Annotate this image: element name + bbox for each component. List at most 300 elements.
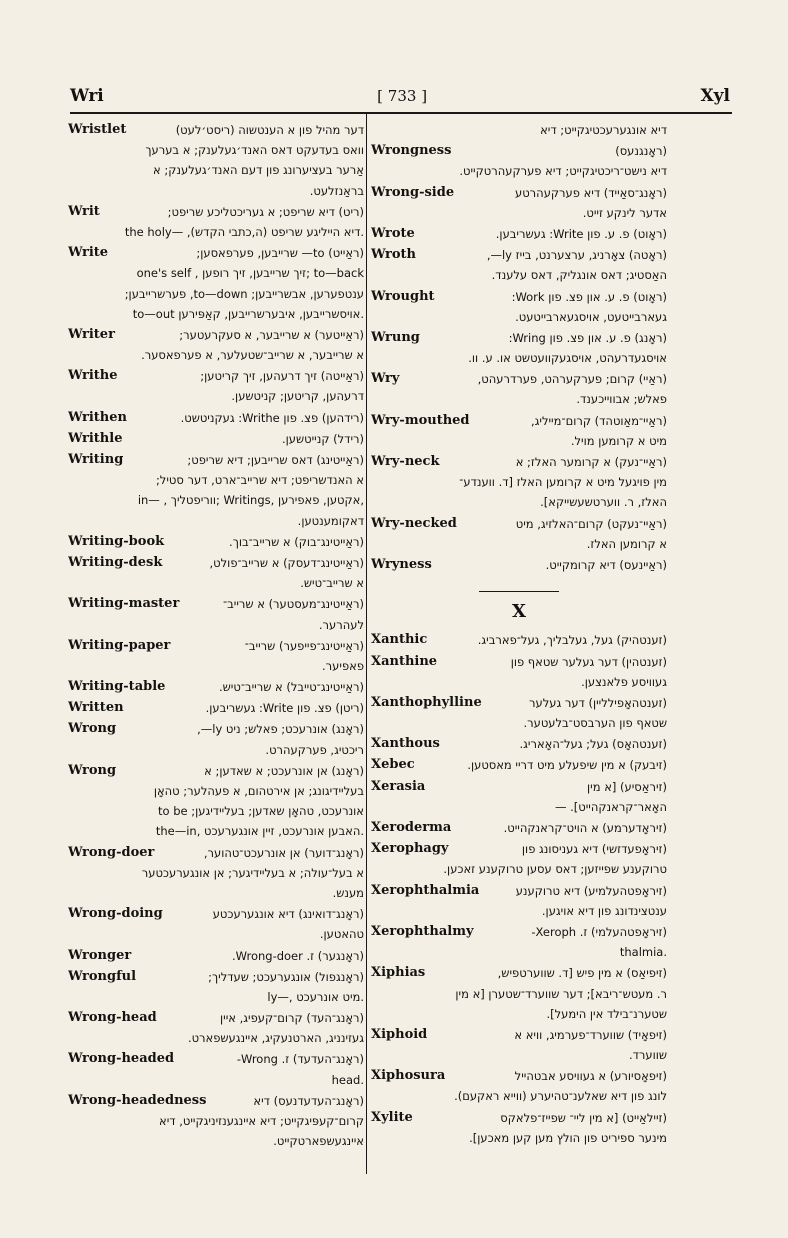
dictionary-entry [371,141,667,181]
definition-text: (ראַיינעס) דיא קרומקייט. [545,557,667,572]
definition-text: (ראָנג־סאַייד) דיא פערקעהרטע [515,185,667,200]
headword: Wryness [371,556,432,572]
headword: Xerophagy [371,841,449,857]
entry-line [371,203,667,223]
definition-text: (ראָוט) פ. ע. פון Write: געשריבען. [495,226,667,241]
definition-text: (רידהען) פצ. פון Writhe: געקניטשט. [180,410,364,425]
headword: Wrung [371,329,420,345]
definition-text: (זיפאָסיורע) א געוויסע אבטהייל [514,1069,667,1084]
entry-line [371,652,667,672]
entry-line [68,1049,364,1069]
entry-line [371,1108,667,1128]
dictionary-entry [371,839,667,879]
headword: Writing-paper [68,637,171,653]
entry-line [68,284,364,304]
headword: Wrongness [371,143,452,159]
dictionary-entry [68,532,364,552]
headword: Wronger [68,947,132,963]
definition-text: שטאף פון הערבסט־בלעטער. [523,716,667,731]
headword: Wrong-head [68,1010,157,1026]
section-rule [479,591,559,592]
entry-line [68,801,364,821]
headword: Writing-book [68,533,165,549]
entry-line [68,450,364,470]
entry-line [371,348,667,368]
headword: Xiphoid [371,1026,428,1042]
entry-line [371,161,667,181]
dictionary-entry [68,1008,364,1048]
entry-line [68,761,364,781]
entry-line [68,904,364,924]
dictionary-entry [371,734,667,754]
entry-line [371,942,667,962]
headword: Wrong [68,762,117,778]
definition-text: (זענטהיק) געל, געלבליך, געל־פארביג. [477,633,667,648]
dictionary-entry [371,224,667,244]
headword: Wrong [68,721,117,737]
headword: Writhen [68,409,127,425]
entry-line [371,472,667,492]
definition-text: דיא אונגערעכטיגקייט; דיא [540,123,667,137]
definition-text: א האנדשריפט; דיא שרייב־ארט, דער סטיל; [155,473,364,488]
entry-line [371,287,667,307]
definition-text: (ראַייטינג־בוק) א שרייב־בוך. [229,534,364,549]
entry-line [371,859,667,879]
dictionary-entry [68,946,364,966]
entry-line [68,366,364,386]
entry-line [68,924,364,944]
entry-line [371,839,667,859]
entry-line [68,263,364,283]
definition-text: א קרומען האלז. [586,536,667,551]
entry-line [68,1028,364,1048]
entry-line [371,307,667,327]
entry-line [68,946,364,966]
headword: Wrong-doer [68,844,155,860]
headword: Writhle [68,430,123,446]
definition-text: (זיראָפטהעלמיע) דיא טרוקענע [515,883,667,898]
definition-text: דיא נישט־ריכטיגקייט; דיא פערקעהרטקייט. [459,164,667,179]
definition-text: (ראַייטער) א שרייבער, א סעקרעטער; [179,327,364,342]
dictionary-entry [68,366,364,406]
dictionary-entry [371,881,667,921]
dictionary-entry [371,120,667,140]
headword: Wrongful [68,968,137,984]
definition-text: געארבייטעט, אויסגעארבייטעט. [515,309,667,324]
definition-text: (ראָנג) אונרעכט; פאלש; ניט ly—, [197,722,364,737]
dictionary-entry [371,818,667,838]
definition-text: האָאר־קראנקהייט]. — [554,799,667,814]
headword: Xiphias [371,965,426,981]
dictionary-entry [371,1108,667,1148]
definition-text: (ראַייט) to— שרייבען, פערפאסען; [196,246,364,261]
definition-text: ly—, מיט אונרעכט. [267,989,364,1004]
definition-text: (רידל) קנייטשען. [281,431,364,446]
entry-line [68,719,364,739]
definition-text: (ראָנגפול) אונגערעכט; שעדליך; [208,969,364,984]
headword: Written [68,700,124,716]
headword: Writ [68,203,100,219]
entry-line [68,1008,364,1028]
definition-text: (ראָנג־העד) קרום־קעפיג, איין [220,1011,364,1026]
entry-line [68,325,364,345]
headword: Writhe [68,368,118,384]
dictionary-entry [371,777,667,817]
entry-line [68,553,364,573]
headword: Writer [68,326,115,342]
entry-line [371,245,667,265]
definition-text: דרעהען, קריטען; קניטשען. [231,389,364,404]
definition-text: in— , ווריפטליך; Writings, אקטען, פאפירען, [137,493,364,508]
entry-line [371,1025,667,1045]
entry-line [68,386,364,406]
entry-line [371,1045,667,1065]
definition-text: (ראַייטינג) דאס שרייבען; דיא שריפט; [187,453,364,467]
definition-text: (זיראָדערמע) א הויט־קראנקהייט. [503,821,667,836]
definition-text: אונרעכט, טהאָן שאדען; בעליידיגען; to be [158,804,364,819]
definition-text: לונג פון דיא שאלענ־טהיערע (ווייא ראקעם). [454,1089,667,1104]
definition-text: (ראָנגנעס) [615,144,667,159]
dictionary-entry [371,1025,667,1065]
definition-text: (ראַיי־נעק) א קרומער האלז; א [515,455,667,469]
entry-line [371,328,667,348]
definition-text: אַרער בעציערונג פון דעם האנד׳געלענק; א [153,163,364,178]
entry-line [371,1004,667,1024]
dictionary-entry [371,514,667,554]
headword: Wry-neck [371,454,440,469]
definition-text: (ראָטה) צאָרניג, ערצערנט, בייז ly—, [486,248,667,263]
entry-line [371,534,667,554]
definition-text: א שרייבער, א שרייב־שטעלער, א פערפאסער. [141,348,364,363]
entry-line [68,573,364,593]
dictionary-entry [68,325,364,365]
entry-line [68,656,364,676]
headword: Wry-necked [371,515,457,531]
entry-line [68,740,364,760]
entry-line [68,160,364,180]
headword: Xiphosura [371,1068,446,1084]
entry-line [68,863,364,883]
dictionary-entry [371,755,667,775]
entry-line [68,140,364,160]
left-column [68,120,364,1152]
dictionary-entry [371,245,667,285]
entry-line [371,777,667,797]
entry-line [68,120,364,140]
dictionary-entry [68,243,364,324]
entry-line [68,532,364,552]
definition-text: (ראָנג־דוער) אן אונרעכט־טהוער, [203,845,364,860]
headword: Xanthous [371,736,440,752]
entry-line [371,901,667,921]
headword: Xerophthalmy [371,923,474,939]
definition-text: (ראָנג־העדעד) ז. Wrong- [236,1052,364,1067]
headword: Xerasia [371,778,426,794]
definition-text: (ראַיי־מאַוטהד) קרום־מייליג, [530,413,667,428]
page-header [70,84,730,108]
headword: Wrong-side [371,184,455,200]
definition-text: (ראַייטינג־מעסטער) א שרייב־ [222,597,364,612]
dictionary-entry [68,761,364,842]
headword: Write [68,245,109,261]
entry-line [371,693,667,713]
definition-text: א בעל־עולה; א בעליידיגער; אן אונגערעכטער [141,865,364,880]
dictionary-entry [68,594,364,634]
definition-text: טהאטען. [319,927,364,942]
entry-line [371,492,667,512]
entry-line [68,429,364,449]
definition-text: האַסטיג; דאס אונגליק, דאס עלענד. [491,268,667,283]
entry-line [68,636,364,656]
entry-line [68,1070,364,1090]
entry-line [68,781,364,801]
definition-text: קרום־קעפּיגקייט; דיא איינגענזיניגקייט, דיא [159,1114,364,1128]
definition-text: מינער ספיריט פון הולץ מען קען מאכען]. [469,1130,667,1145]
entry-line [371,713,667,733]
entry-line [68,1131,364,1151]
headword: Writing-table [68,679,166,695]
dictionary-entry [68,636,364,676]
entry-line [371,818,667,838]
dictionary-entry [68,843,364,904]
definition-text: (ראַיי־נעקט) קרום־האלזיג, מיט [515,516,667,531]
entry-line [371,431,667,451]
definition-text: מיט א קרומען מויל. [570,433,667,448]
headword: Wrong-headedness [68,1092,207,1108]
definition-text: (ראָנג־דואינג) דיא אונגערעכטע [212,907,364,922]
definition-text: the—in, האבען אונרעכט, זיין אונגערעכט. [155,824,364,839]
entry-line [371,734,667,754]
definition-text: to—out אויסשרייבען, איבערשרייבען, קאַפּירען. [132,306,364,321]
headword: Writing-desk [68,554,163,570]
headword: Xanthic [371,632,428,648]
column-divider [366,114,367,1174]
left-guide-word: Wri [70,86,104,106]
dictionary-entry [371,922,667,962]
definition-text: (זיראָפטהעלמי) ז. Xeroph- [531,924,667,939]
entry-line [371,922,667,942]
entry-line [68,615,364,635]
entry-line [371,141,667,161]
definition-text: מענש. [332,885,364,900]
entry-line [68,511,364,531]
right-column [371,120,667,1149]
definition-text: one's self , זיך שרייבען, זיך רופען; to—back [136,266,364,281]
dictionary-entry [371,693,667,733]
entry-line [371,755,667,775]
definition-text: (זיפיאַס) א מין פיש [ד. שווערטפיש, [497,966,667,981]
definition-text: ריכטיג, פערקעהרט. [265,742,364,757]
definition-text: (זיפאָיד) שווערד־פערמיג, וויא א [514,1027,667,1042]
entry-line [68,821,364,841]
definition-text: (זענטהין) דער געלער שטאף פון [510,654,667,669]
dictionary-entry [68,719,364,759]
definition-text: בראַנזלעט. [309,183,364,198]
entry-line [371,265,667,285]
entry-line [68,345,364,365]
definition-text: (ראַיי) קרום; פערקערהט, פערדרעהט, [477,372,667,387]
dictionary-entry [371,555,667,575]
definition-text: לעהרער. [318,617,364,632]
dictionary-entry [371,287,667,327]
definition-text: (ראָנג־העדעדנעס) דיא [253,1093,364,1108]
definition-text: אויסגעדרעהט, אויסגעקוועטשט או. ע. וו. [468,351,667,366]
headword: Xanthophylline [371,694,482,710]
dictionary-entry [68,677,364,697]
entry-line [371,963,667,983]
entry-line [371,183,667,203]
section-letter: X [512,601,526,623]
entry-line [68,967,364,987]
definition-text: (ראַייטינג־טייבל) א שרייב־טיש. [218,680,364,695]
definition-text: head. [331,1072,364,1087]
headword: Xerophthalmia [371,882,480,898]
entry-line [68,1091,364,1111]
definition-text: (ריטן) פצ. פון Write: געשריבען. [205,701,364,716]
right-guide-word: Xyl [700,86,730,106]
dictionary-entry [68,904,364,944]
definition-text: (ראָנג) פ. ע. און פצ. פון Wring: [508,330,667,345]
headword: Xylite [371,1109,413,1125]
entry-line [68,677,364,697]
definition-text: (ראַייטה) זיך דרעהען, זיך קריטען; [200,369,364,384]
entry-line [68,698,364,718]
entry-line [371,797,667,817]
definition-text: אדער לינקע זייט. [582,205,667,220]
definition-text: געזינניג, הארטנעקיג, איינגעשפארט. [187,1031,364,1046]
headword: Writing-master [68,596,180,612]
entry-line [371,224,667,244]
entry-line [68,304,364,324]
dictionary-entry [68,553,364,593]
headword: Wrought [371,288,435,304]
definition-text: (זיראַסיע) [א מין [587,779,667,794]
entry-line [68,987,364,1007]
definition-text: שטערנ־בילד אין הימעל]. [546,1006,667,1021]
dictionary-entry [371,369,667,409]
headword: Xebec [371,757,415,773]
entry-line [371,1128,667,1148]
dictionary-entry [371,328,667,368]
entry-line [371,672,667,692]
headword: Wrote [371,225,415,241]
definition-text: געוויסע פלאנצען. [581,674,667,689]
dictionary-entry [371,1066,667,1106]
headword: Wroth [371,247,416,263]
dictionary-entry [68,1049,364,1089]
entry-line [68,243,364,263]
dictionary-entry [68,1091,364,1152]
right-column-w-entries [371,120,667,575]
header-rule [70,112,732,114]
entry-line [68,883,364,903]
entry-line [371,120,667,140]
definition-text: פאפיער. [322,658,364,673]
dictionary-entry [68,450,364,531]
definition-text: (זיבעק) א מין שיפעלע מיט דריי מאסטען. [467,758,667,773]
dictionary-entry [68,120,364,201]
definition-text: א שרייב־טיש. [300,576,364,591]
entry-line [68,470,364,490]
entry-line [68,222,364,242]
entry-line [68,181,364,201]
dictionary-entry [371,652,667,692]
definition-text: בעליידיגונג; אן אירטהום, א פעהלער; טהאָן [153,784,364,798]
dictionary-entry [371,963,667,1024]
definition-text: ר. מעטש־ריבא]; דער שווערד־שטערן [א מין [455,986,667,1001]
dictionary-entry [68,967,364,1007]
page-number: [ 733 ] [377,87,428,105]
definition-text: ענטצינדונג פון דיא אויגען. [541,903,667,918]
headword: Wrong-doing [68,906,163,922]
definition-text: דאקומענטען. [297,513,364,528]
definition-text: (זענטהאָפילליין) דער געלער [529,695,667,710]
entry-line [68,408,364,428]
definition-text: (ריט) דיא שריפט; א געריכטליכע שריפט; [167,204,364,219]
dictionary-entry [68,202,364,242]
definition-text: (ראַייטינג־דעסק) א שרייב־פולט, [209,555,364,570]
definition-text: וואס בעדעקט דאס האנד׳געלענק; א בערעך [145,143,364,158]
entry-line [371,555,667,575]
definition-text: thalmia. [619,945,667,960]
entry-line [371,369,667,389]
entry-line [68,594,364,614]
entry-line [68,490,364,510]
definition-text: מין פויגעל מיט א קרומען האלז [ד. ווענדע־ [459,475,667,490]
entry-line [371,984,667,1004]
entry-line [68,843,364,863]
entry-line [371,452,667,472]
dictionary-entry [371,411,667,451]
dictionary-entry [68,429,364,449]
entry-line [371,1066,667,1086]
dictionary-entry [68,698,364,718]
definition-text: (ראָנגער) ז. Wrong-doer. [231,948,364,963]
definition-text: דער מהיל פון א הענטשוה (ריסט׳לעט) [175,123,364,137]
headword: Wristlet [68,122,127,137]
entry-line [371,630,667,650]
entry-line [371,881,667,901]
definition-text: (זיראָפעדזשי) דיא געניסונג פון [521,842,667,857]
dictionary-entry [371,452,667,513]
dictionary-entry [68,408,364,428]
entry-line [371,411,667,431]
definition-text: האלז, ר. ווערטשעשייקא]. [540,495,667,510]
definition-text: (זיילאַייט) [א מין ליי־ שפייז־פלאקס [500,1110,667,1125]
definition-text: (זענטהאָס) געל; געל־האָאריג. [519,737,667,752]
definition-text: ענטפערען, אבשרייבען; to—down, פערשרייבען; [124,286,364,301]
definition-text: טרוקענע שפייזען; דאס עסען טרוקענע זאכען. [443,862,667,877]
definition-text: (ראָוט) פ. ע. און פצ. פון Work: [511,289,667,304]
right-column-x-entries [371,630,667,1148]
definition-text: (ראָנג) אן אונרעכט; א שאדען; א [204,763,364,778]
entry-line [68,202,364,222]
definition-text: פאלש; אבווייכענד. [576,392,667,407]
headword: Xeroderma [371,820,452,836]
dictionary-entry [371,183,667,223]
definition-text: (ראַייטינג־פייפער) שרייב־ [244,638,364,653]
entry-line [68,1111,364,1131]
entry-line [371,1086,667,1106]
headword: Wry-mouthed [371,412,470,428]
entry-line [371,389,667,409]
headword: Writing [68,452,124,467]
definition-text: the holy— ,דיא הייליגע שריפט (ה,כתבי הקדש). [124,224,364,239]
headword: Xanthine [371,653,438,669]
entry-line [371,514,667,534]
definition-text: שווערד. [628,1048,667,1063]
headword: Wry [371,371,400,387]
